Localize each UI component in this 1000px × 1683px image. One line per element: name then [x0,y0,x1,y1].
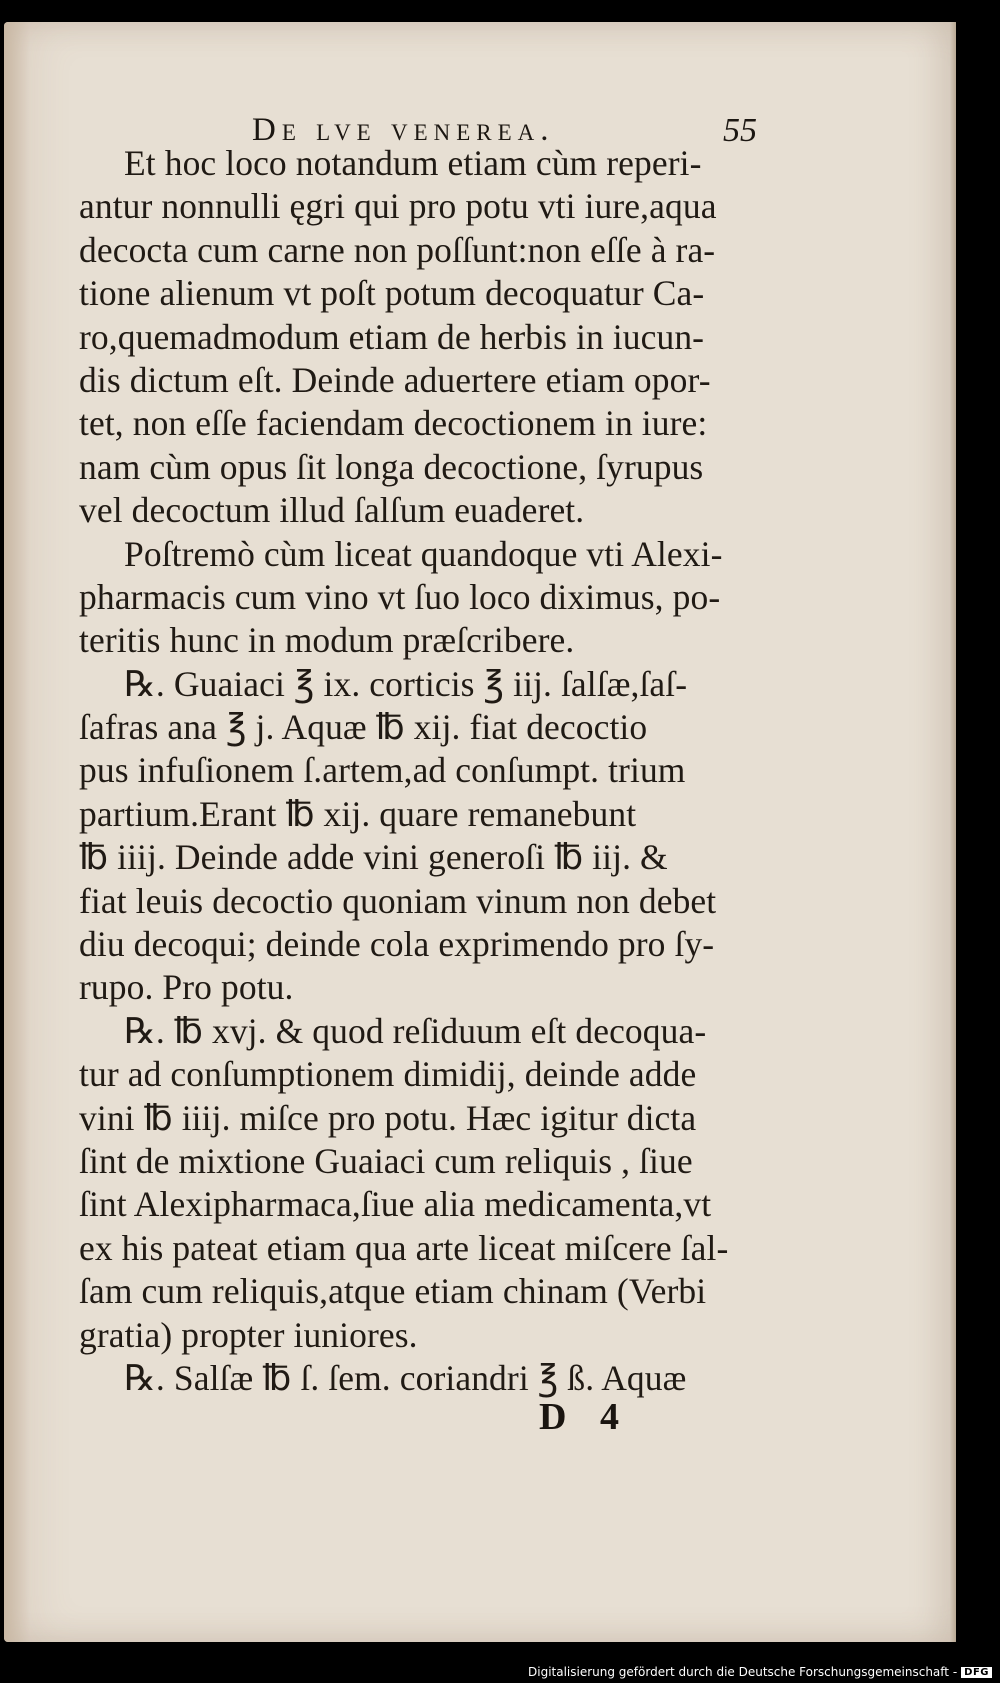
text-line: teritis hunc in modum præſcribere. [79,620,575,661]
digitization-footer [528,1665,992,1679]
text-line: pharmacis cum vino vt ſuo loco diximus, po- [79,576,721,617]
text-line: ex his pateat etiam qua arte liceat miſcere ſal- [79,1227,729,1268]
text-line: ſint de mixtione Guaiaci cum reliquis , ſiue [79,1140,693,1181]
text-line: fiat leuis decoctio quoniam vinum non debet [79,880,717,921]
running-title: De lve venerea. [252,112,555,148]
text-line: vini ℔ iiij. miſce pro potu. Hæc igitur dicta [79,1097,697,1138]
text-line: ℔ iiij. Deinde adde vini generoſi ℔ iij. & [79,837,668,878]
text-line: ro,quemadmodum etiam de herbis in iucun- [79,316,705,357]
text-line: diu decoqui; deinde cola exprimendo pro ſy- [79,924,715,965]
page-number: 55 [723,112,757,149]
text-line: ſafras ana ℥ j. Aquæ ℔ xij. fiat decoctio [79,707,648,748]
dfg-logo: DFG [961,1667,992,1678]
text-line: ℞. Guaiaci ℥ ix. corticis ℥ iij. ſalſæ,ſaſ- [124,663,688,704]
text-body [79,142,789,1400]
text-line: Poſtremò cùm liceat quandoque vti Alexi- [124,533,723,574]
text-line: tet, non eſſe faciendam decoctionem in iure: [79,403,708,444]
text-line: pus infuſionem ſ.artem,ad conſumpt. trium [79,750,686,791]
text-line: ℞. ℔ xvj. & quod reſiduum eſt decoqua- [124,1010,707,1051]
text-line: tione alienum vt poſt potum decoquatur Ca- [79,273,705,314]
text-line: tur ad conſumptionem dimidij, deinde adde [79,1054,697,1095]
book-page [4,22,956,1642]
signature-mark: D 4 [539,1396,619,1438]
text-line: rupo. Pro potu. [79,967,294,1008]
page-edge-shadow [950,22,956,1642]
page-header [4,84,956,149]
text-line: partium.Erant ℔ xij. quare remanebunt [79,793,637,834]
text-line: vel decoctum illud ſalſum euaderet. [79,490,585,531]
text-line: Et hoc loco notandum etiam cùm reperi- [124,143,702,183]
text-line: ſam cum reliquis,atque etiam chinam (Verbi [79,1271,707,1312]
text-line: ſint Alexipharmaca,ſiue alia medicamenta,vt [79,1184,712,1225]
text-line: decocta cum carne non poſſunt:non eſſe à ra- [79,229,716,270]
text-line: ℞. Salſæ ℔ ſ. ſem. coriandri ℥ ß. Aquæ [124,1357,687,1398]
footer-credit: Digitalisierung gefördert durch die Deutsche Forschungsgemeinschaft - [528,1665,958,1679]
text-line: gratia) propter iuniores. [79,1314,418,1355]
text-line: dis dictum eſt. Deinde aduertere etiam opor- [79,359,711,400]
text-line: nam cùm opus ſit longa decoctione, ſyrupus [79,446,704,487]
text-line: antur nonnulli ęgri qui pro potu vti iure,aqua [79,186,717,227]
